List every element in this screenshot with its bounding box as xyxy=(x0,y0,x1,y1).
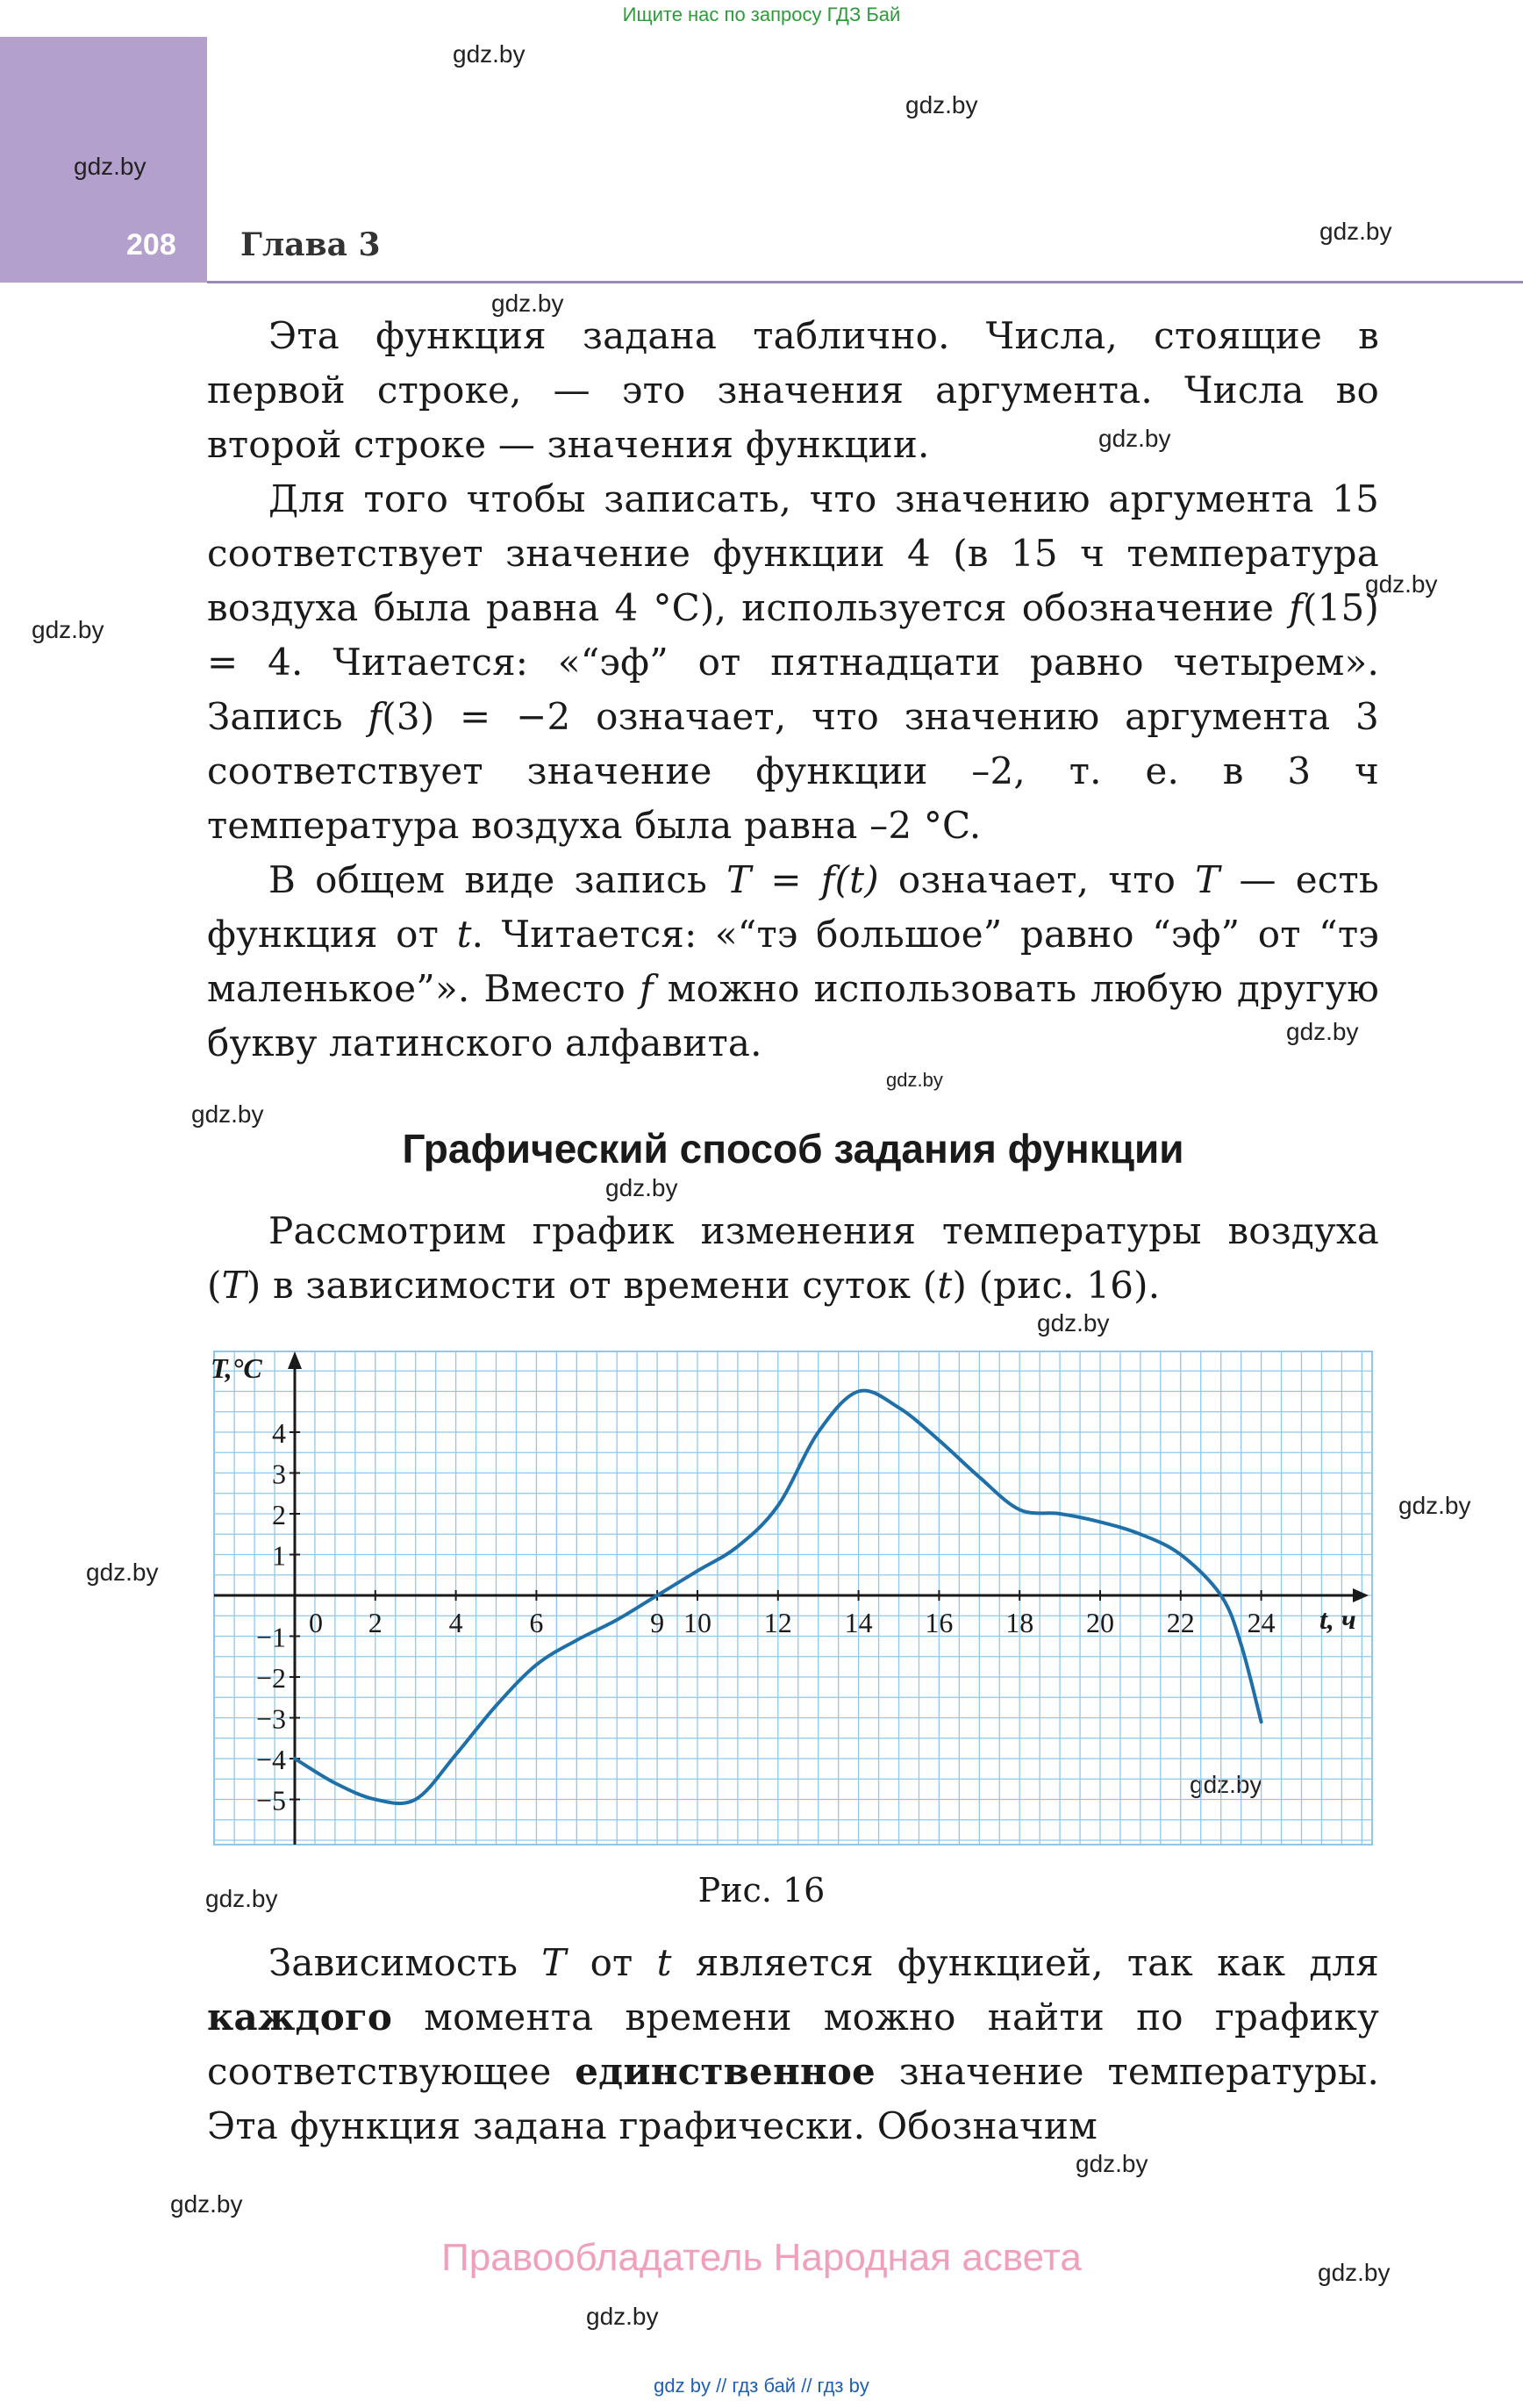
watermark: gdz.by xyxy=(453,40,526,68)
watermark: gdz.by xyxy=(905,91,978,118)
y-tick-label: 2 xyxy=(272,1499,286,1530)
copyright-notice: Правообладатель Народная асвета xyxy=(441,2236,1082,2279)
x-tick-label: 10 xyxy=(683,1607,711,1638)
x-tick-label: 9 xyxy=(650,1607,665,1638)
y-tick-label: 1 xyxy=(272,1539,286,1572)
x-tick-label: 24 xyxy=(1247,1607,1276,1638)
chapter-title: Глава 3 xyxy=(240,226,381,263)
x-tick-label: 18 xyxy=(1005,1607,1034,1638)
watermark: gdz.by xyxy=(1398,1492,1471,1519)
watermark: gdz.by xyxy=(586,2303,659,2330)
x-tick-label: 4 xyxy=(448,1607,463,1638)
temperature-chart xyxy=(207,1343,1374,1860)
y-tick-label: −2 xyxy=(255,1662,286,1694)
paragraph-2: Для того чтобы записать, что значению аргумента 15 соответствует значение функции 4 (в 15 ч температура воздуха была равна 4 °C), используется обозначение f(15) = 4. Читается: «“эф” от пятнадцати равно четырем». Запись f(3) = −2 означает, что значению аргумента 3 соответствует значение функции –2, т. е. в 3 ч температура воздуха была равна –2 °C. xyxy=(207,477,1379,847)
paragraph-3: В общем виде запись T = f(t) означает, что T — есть функция от t. Читается: «“тэ большое” равно “эф” от “тэ маленькое”». Вместо f можно использовать любую другую букву латинского алфавита. xyxy=(207,858,1380,1064)
figure-caption: Рис. 16 xyxy=(697,1871,826,1910)
paragraph-1: Эта функция задана таблично. Числа, стоящие в первой строке, — это значения аргумента. Числа во второй строке — значения функции. xyxy=(207,314,1379,466)
y-axis-arrow xyxy=(288,1351,302,1369)
watermark: gdz.by xyxy=(886,1069,943,1091)
x-axis-label: t, ч xyxy=(1319,1603,1356,1635)
x-tick-label: 0 xyxy=(309,1607,323,1638)
y-tick-label: −1 xyxy=(255,1621,286,1653)
watermark: gdz.by xyxy=(491,290,564,317)
x-tick-label: 20 xyxy=(1086,1607,1114,1638)
watermark: gdz.by xyxy=(1286,1018,1359,1045)
watermark: gdz.by xyxy=(1190,1771,1262,1798)
y-tick-label: 3 xyxy=(272,1458,286,1490)
page-number: 208 xyxy=(126,228,176,262)
watermark: gdz.by xyxy=(74,153,147,180)
y-axis-label: T,°C xyxy=(211,1352,262,1384)
x-tick-label: 2 xyxy=(368,1607,383,1638)
watermark: gdz.by xyxy=(170,2190,243,2218)
x-tick-label: 14 xyxy=(844,1607,873,1638)
top-note: Ищите нас по запросу ГДЗ Бай xyxy=(622,4,901,25)
watermark: gdz.by xyxy=(1098,425,1171,452)
y-tick-label: −3 xyxy=(255,1702,286,1735)
section-heading: Графический способ задания функции xyxy=(402,1126,1184,1172)
watermark: gdz.by xyxy=(1076,2150,1148,2177)
header-rule xyxy=(207,281,1523,283)
y-tick-label: −5 xyxy=(255,1784,286,1817)
watermark: gdz.by xyxy=(86,1559,159,1586)
paragraph-5: Зависимость T от t является функцией, так как для каждого момента времени можно найти по графику соответствующее единственное значение температуры. Эта функция задана графически. Обозначим xyxy=(207,1941,1380,2147)
watermark: gdz.by xyxy=(605,1174,678,1201)
watermark: gdz.by xyxy=(1037,1309,1110,1337)
x-tick-label: 6 xyxy=(529,1607,544,1638)
x-tick-label: 16 xyxy=(925,1607,954,1638)
watermark: gdz.by xyxy=(1319,218,1392,245)
y-tick-label: 4 xyxy=(272,1417,286,1449)
footer-links: gdz by // гдз бай // гдз by xyxy=(654,2375,869,2397)
y-tick-label: −4 xyxy=(255,1744,286,1775)
x-tick-label: 22 xyxy=(1166,1607,1195,1638)
watermark: gdz.by xyxy=(191,1100,264,1128)
x-tick-label: 12 xyxy=(763,1607,792,1638)
watermark: gdz.by xyxy=(1365,570,1438,598)
watermark: gdz.by xyxy=(32,616,104,643)
watermark: gdz.by xyxy=(1318,2259,1391,2286)
paragraph-4: Рассмотрим график изменения температуры воздуха (T) в зависимости от времени суток (t) (рис. 16). xyxy=(207,1209,1379,1307)
watermark: gdz.by xyxy=(205,1885,278,1912)
chart-frame xyxy=(214,1351,1372,1845)
x-axis-arrow xyxy=(1353,1588,1369,1602)
